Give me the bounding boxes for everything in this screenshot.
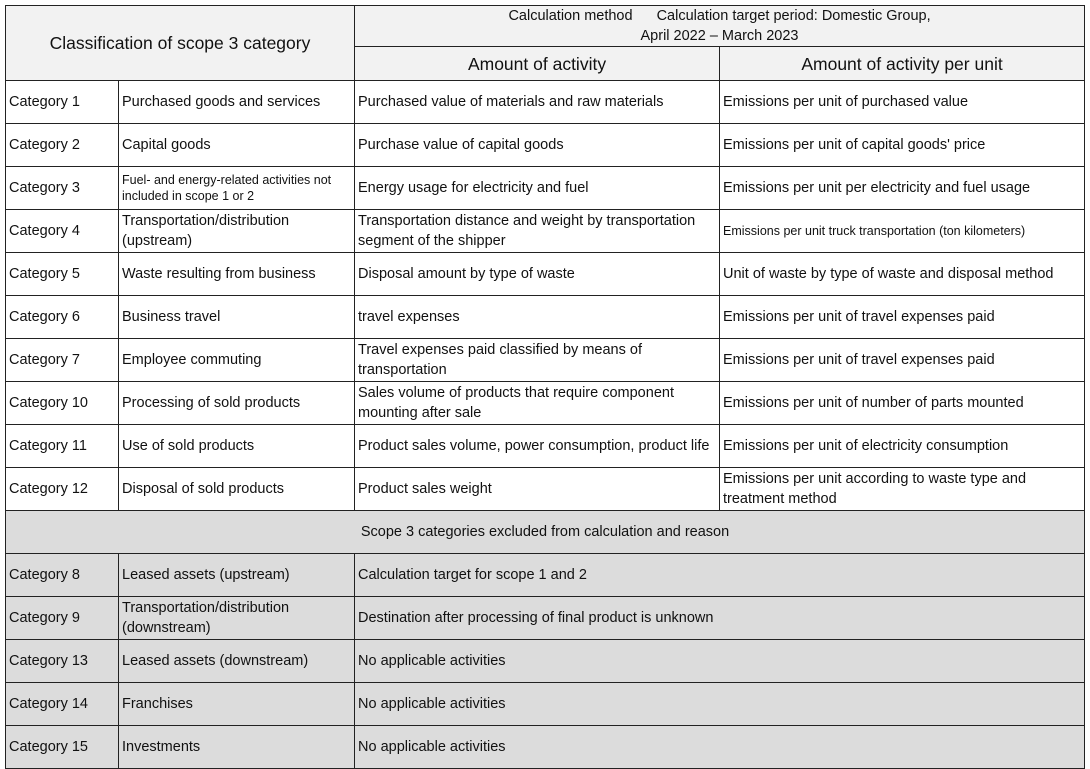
- category-cell: Category 4: [6, 210, 119, 253]
- per-unit-cell: Emissions per unit of capital goods' price: [720, 124, 1085, 167]
- category-cell: Category 13: [6, 640, 119, 683]
- category-name-cell: Capital goods: [119, 124, 355, 167]
- category-name-cell: Business travel: [119, 296, 355, 339]
- activity-cell: Energy usage for electricity and fuel: [355, 167, 720, 210]
- per-unit-cell: Emissions per unit truck transportation (ton kilometers): [720, 210, 1085, 253]
- activity-cell: Purchased value of materials and raw materials: [355, 81, 720, 124]
- activity-cell: Purchase value of capital goods: [355, 124, 720, 167]
- category-name-cell: Disposal of sold products: [119, 468, 355, 511]
- category-cell: Category 9: [6, 597, 119, 640]
- table-row: [6, 683, 1085, 726]
- table-row: [6, 339, 1085, 382]
- table-row: [6, 210, 1085, 253]
- category-name-cell: Transportation/distribution (downstream): [119, 597, 355, 640]
- classification-header: Classification of scope 3 category: [6, 6, 355, 81]
- table-row: [6, 640, 1085, 683]
- reason-cell: No applicable activities: [355, 726, 1085, 769]
- activity-cell: Travel expenses paid classified by means of transportation: [355, 339, 720, 382]
- activity-cell: Disposal amount by type of waste: [355, 253, 720, 296]
- per-unit-cell: Emissions per unit of purchased value: [720, 81, 1085, 124]
- category-name-cell: Leased assets (downstream): [119, 640, 355, 683]
- method-header: [355, 6, 1085, 47]
- table-row: [6, 554, 1085, 597]
- excluded-title: Scope 3 categories excluded from calculation and reason: [6, 511, 1085, 554]
- activity-cell: Product sales volume, power consumption, product life: [355, 425, 720, 468]
- category-name-cell: Processing of sold products: [119, 382, 355, 425]
- table-row: [6, 382, 1085, 425]
- category-name-cell: Waste resulting from business: [119, 253, 355, 296]
- header-row-1: [6, 6, 1085, 47]
- table-row: [6, 253, 1085, 296]
- category-cell: Category 3: [6, 167, 119, 210]
- reason-cell: Destination after processing of final product is unknown: [355, 597, 1085, 640]
- category-cell: Category 8: [6, 554, 119, 597]
- category-cell: Category 1: [6, 81, 119, 124]
- category-name-cell: Fuel- and energy-related activities not included in scope 1 or 2: [119, 167, 355, 210]
- period-range: April 2022 – March 2023: [640, 28, 799, 44]
- table-row: [6, 726, 1085, 769]
- category-cell: Category 15: [6, 726, 119, 769]
- category-name-cell: Purchased goods and services: [119, 81, 355, 124]
- table-row: [6, 296, 1085, 339]
- category-cell: Category 12: [6, 468, 119, 511]
- category-name-cell: Transportation/distribution (upstream): [119, 210, 355, 253]
- method-label: Calculation method: [508, 8, 633, 24]
- table-row: [6, 597, 1085, 640]
- activity-cell: travel expenses: [355, 296, 720, 339]
- period-label: Calculation target period: Domestic Group,: [656, 8, 931, 24]
- category-cell: Category 2: [6, 124, 119, 167]
- reason-cell: No applicable activities: [355, 640, 1085, 683]
- category-name-cell: Leased assets (upstream): [119, 554, 355, 597]
- per-unit-cell: Emissions per unit of number of parts mounted: [720, 382, 1085, 425]
- activity-cell: Product sales weight: [355, 468, 720, 511]
- table-row: [6, 81, 1085, 124]
- per-unit-cell: Emissions per unit per electricity and fuel usage: [720, 167, 1085, 210]
- activity-cell: Transportation distance and weight by transportation segment of the shipper: [355, 210, 720, 253]
- category-cell: Category 5: [6, 253, 119, 296]
- category-name-cell: Employee commuting: [119, 339, 355, 382]
- scope3-table: [5, 5, 1085, 769]
- activity-cell: Sales volume of products that require component mounting after sale: [355, 382, 720, 425]
- table-row: [6, 167, 1085, 210]
- category-cell: Category 11: [6, 425, 119, 468]
- category-cell: Category 10: [6, 382, 119, 425]
- category-cell: Category 6: [6, 296, 119, 339]
- per-unit-cell: Unit of waste by type of waste and disposal method: [720, 253, 1085, 296]
- category-name-cell: Use of sold products: [119, 425, 355, 468]
- per-unit-cell: Emissions per unit of electricity consumption: [720, 425, 1085, 468]
- per-unit-header: Amount of activity per unit: [720, 47, 1085, 81]
- reason-cell: No applicable activities: [355, 683, 1085, 726]
- excluded-title-row: [6, 511, 1085, 554]
- table-row: [6, 425, 1085, 468]
- table-row: [6, 124, 1085, 167]
- category-name-cell: Investments: [119, 726, 355, 769]
- category-name-cell: Franchises: [119, 683, 355, 726]
- table-row: [6, 468, 1085, 511]
- per-unit-cell: Emissions per unit of travel expenses paid: [720, 296, 1085, 339]
- activity-header: Amount of activity: [355, 47, 720, 81]
- per-unit-cell: Emissions per unit of travel expenses paid: [720, 339, 1085, 382]
- category-cell: Category 7: [6, 339, 119, 382]
- category-cell: Category 14: [6, 683, 119, 726]
- per-unit-cell: Emissions per unit according to waste type and treatment method: [720, 468, 1085, 511]
- reason-cell: Calculation target for scope 1 and 2: [355, 554, 1085, 597]
